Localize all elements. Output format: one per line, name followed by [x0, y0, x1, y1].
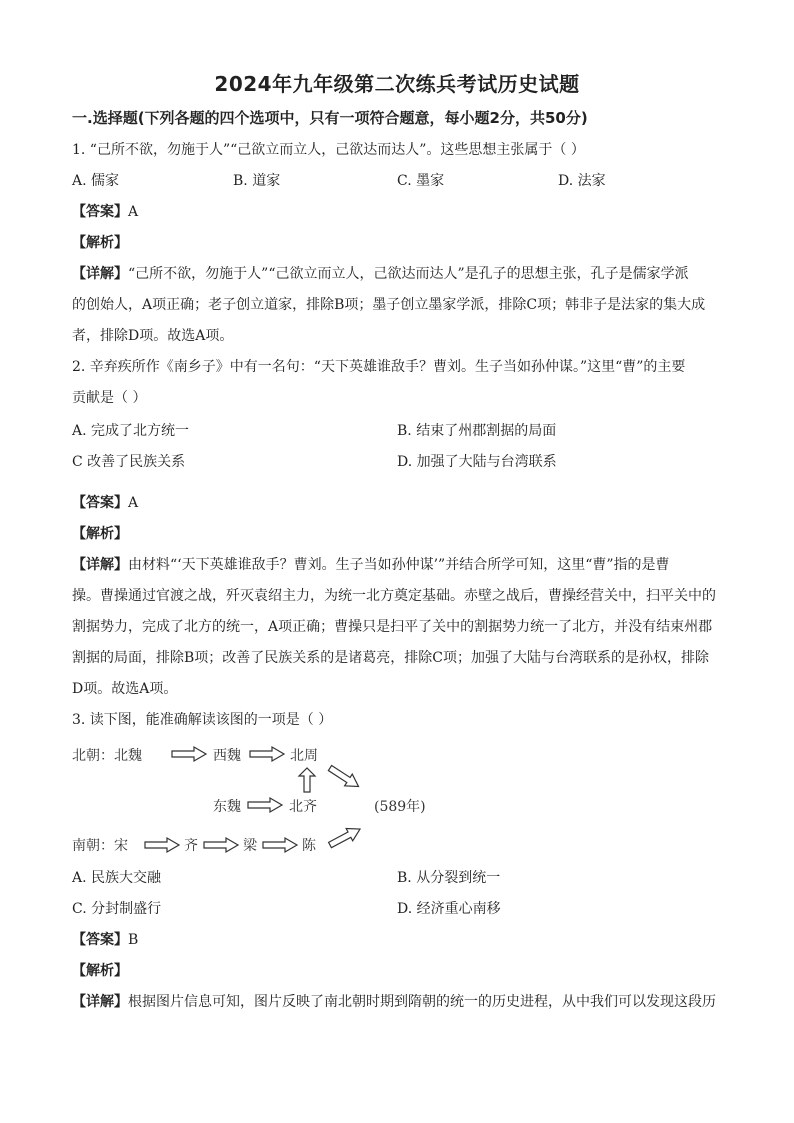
question-3-stem: 3. 读下图，能准确解读该图的一项是（ ）	[72, 712, 333, 728]
arrow-right-icon	[263, 838, 297, 852]
question-1-stem: 1. “己所不欲，勿施于人”“己欲立而立人，己欲达而达人”。这些思想主张属于（ ）	[72, 142, 585, 158]
arrow-right-icon	[172, 747, 206, 761]
q2-option-d: D. 加强了大陆与台湾联系	[397, 454, 557, 470]
q1-option-c: C. 墨家	[397, 173, 445, 189]
arrow-up-icon	[299, 768, 315, 792]
arrow-diagonal-up-icon	[327, 823, 364, 851]
arrow-right-icon	[248, 798, 282, 812]
q2-analysis-label: 【解析】	[72, 526, 128, 542]
arrow-right-icon	[204, 838, 238, 852]
q3-analysis-label: 【解析】	[72, 963, 128, 979]
q3-option-c: C. 分封制盛行	[72, 901, 162, 917]
q2-detail-line-2: 操。曹操通过官渡之战，歼灭袁绍主力，为统一北方奠定基础。赤壁之战后，曹操经营关中，扫平关中的	[72, 588, 716, 604]
question-2-stem-line-2: 贡献是（ ）	[72, 390, 147, 406]
diagram-north-label: 北朝：北魏	[72, 748, 142, 764]
exam-title: 2024年九年级第二次练兵考试历史试题	[214, 72, 580, 96]
q2-detail-line-1: 【详解】由材料“‘天下英雄谁敌手？曹刘。生子当如孙仲谋’”并结合所学可知，这里“曹”指的是曹	[72, 557, 670, 573]
arrow-diagonal-down-icon	[326, 762, 362, 792]
q2-detail-line-3: 割据势力，完成了北方的统一，A项正确；曹操只是扫平了关中的割据势力统一了北方，并没有结束州郡	[72, 619, 713, 635]
question-2-stem-line-1: 2. 辛弃疾所作《南乡子》中有一名句：“天下英雄谁敌手？曹刘。生子当如孙仲谋。”这里“曹”的主要	[72, 359, 686, 375]
arrow-right-icon	[250, 747, 284, 761]
q2-option-c: C 改善了民族关系	[72, 454, 186, 470]
diagram-chen: 陈	[302, 838, 316, 854]
q2-detail-line-5: D项。故选A项。	[72, 681, 178, 697]
q1-answer: 【答案】A	[72, 204, 139, 220]
q3-option-b: B. 从分裂到统一	[397, 870, 501, 886]
q2-answer: 【答案】A	[72, 495, 139, 511]
section-heading: 一.选择题(下列各题的四个选项中，只有一项符合题意，每小题2分，共50分)	[72, 109, 588, 127]
arrow-right-icon	[145, 838, 179, 852]
diagram-year-589: (589年)	[374, 799, 426, 815]
q3-answer: 【答案】B	[72, 932, 139, 948]
diagram-west-wei: 西魏	[213, 748, 241, 764]
q1-detail-line-2: 的创始人，A项正确；老子创立道家，排除B项；墨子创立墨家学派，排除C项；韩非子是法家的集大成	[72, 297, 706, 313]
q1-option-a: A. 儒家	[72, 173, 120, 189]
q2-option-a: A. 完成了北方统一	[72, 423, 190, 439]
q3-option-d: D. 经济重心南移	[397, 901, 501, 917]
diagram-liang: 梁	[243, 838, 257, 854]
q2-detail-line-4: 割据的局面，排除B项；改善了民族关系的是诸葛亮，排除C项；加强了大陆与台湾联系的是孙权，排除	[72, 650, 709, 666]
q2-option-b: B. 结束了州郡割据的局面	[397, 423, 557, 439]
q1-option-d: D. 法家	[558, 173, 606, 189]
q3-option-a: A. 民族大交融	[72, 870, 162, 886]
diagram-qi: 齐	[184, 838, 198, 854]
diagram-north-qi: 北齐	[289, 799, 317, 815]
q3-detail-line-1: 【详解】根据图片信息可知，图片反映了南北朝时期到隋朝的统一的历史进程，从中我们可以发现这段历	[72, 994, 716, 1010]
q1-detail-line-3: 者，排除D项。故选A项。	[72, 328, 234, 344]
q1-analysis-label: 【解析】	[72, 235, 128, 251]
q1-option-b: B. 道家	[233, 173, 281, 189]
diagram-south-label: 南朝：宋	[72, 838, 128, 854]
diagram-north-zhou: 北周	[290, 748, 318, 764]
q1-detail-line-1: 【详解】“己所不欲，勿施于人”“己欲立而立人，己欲达而达人”是孔子的思想主张，孔子是儒家学派	[72, 266, 689, 282]
diagram-east-wei: 东魏	[213, 799, 241, 815]
